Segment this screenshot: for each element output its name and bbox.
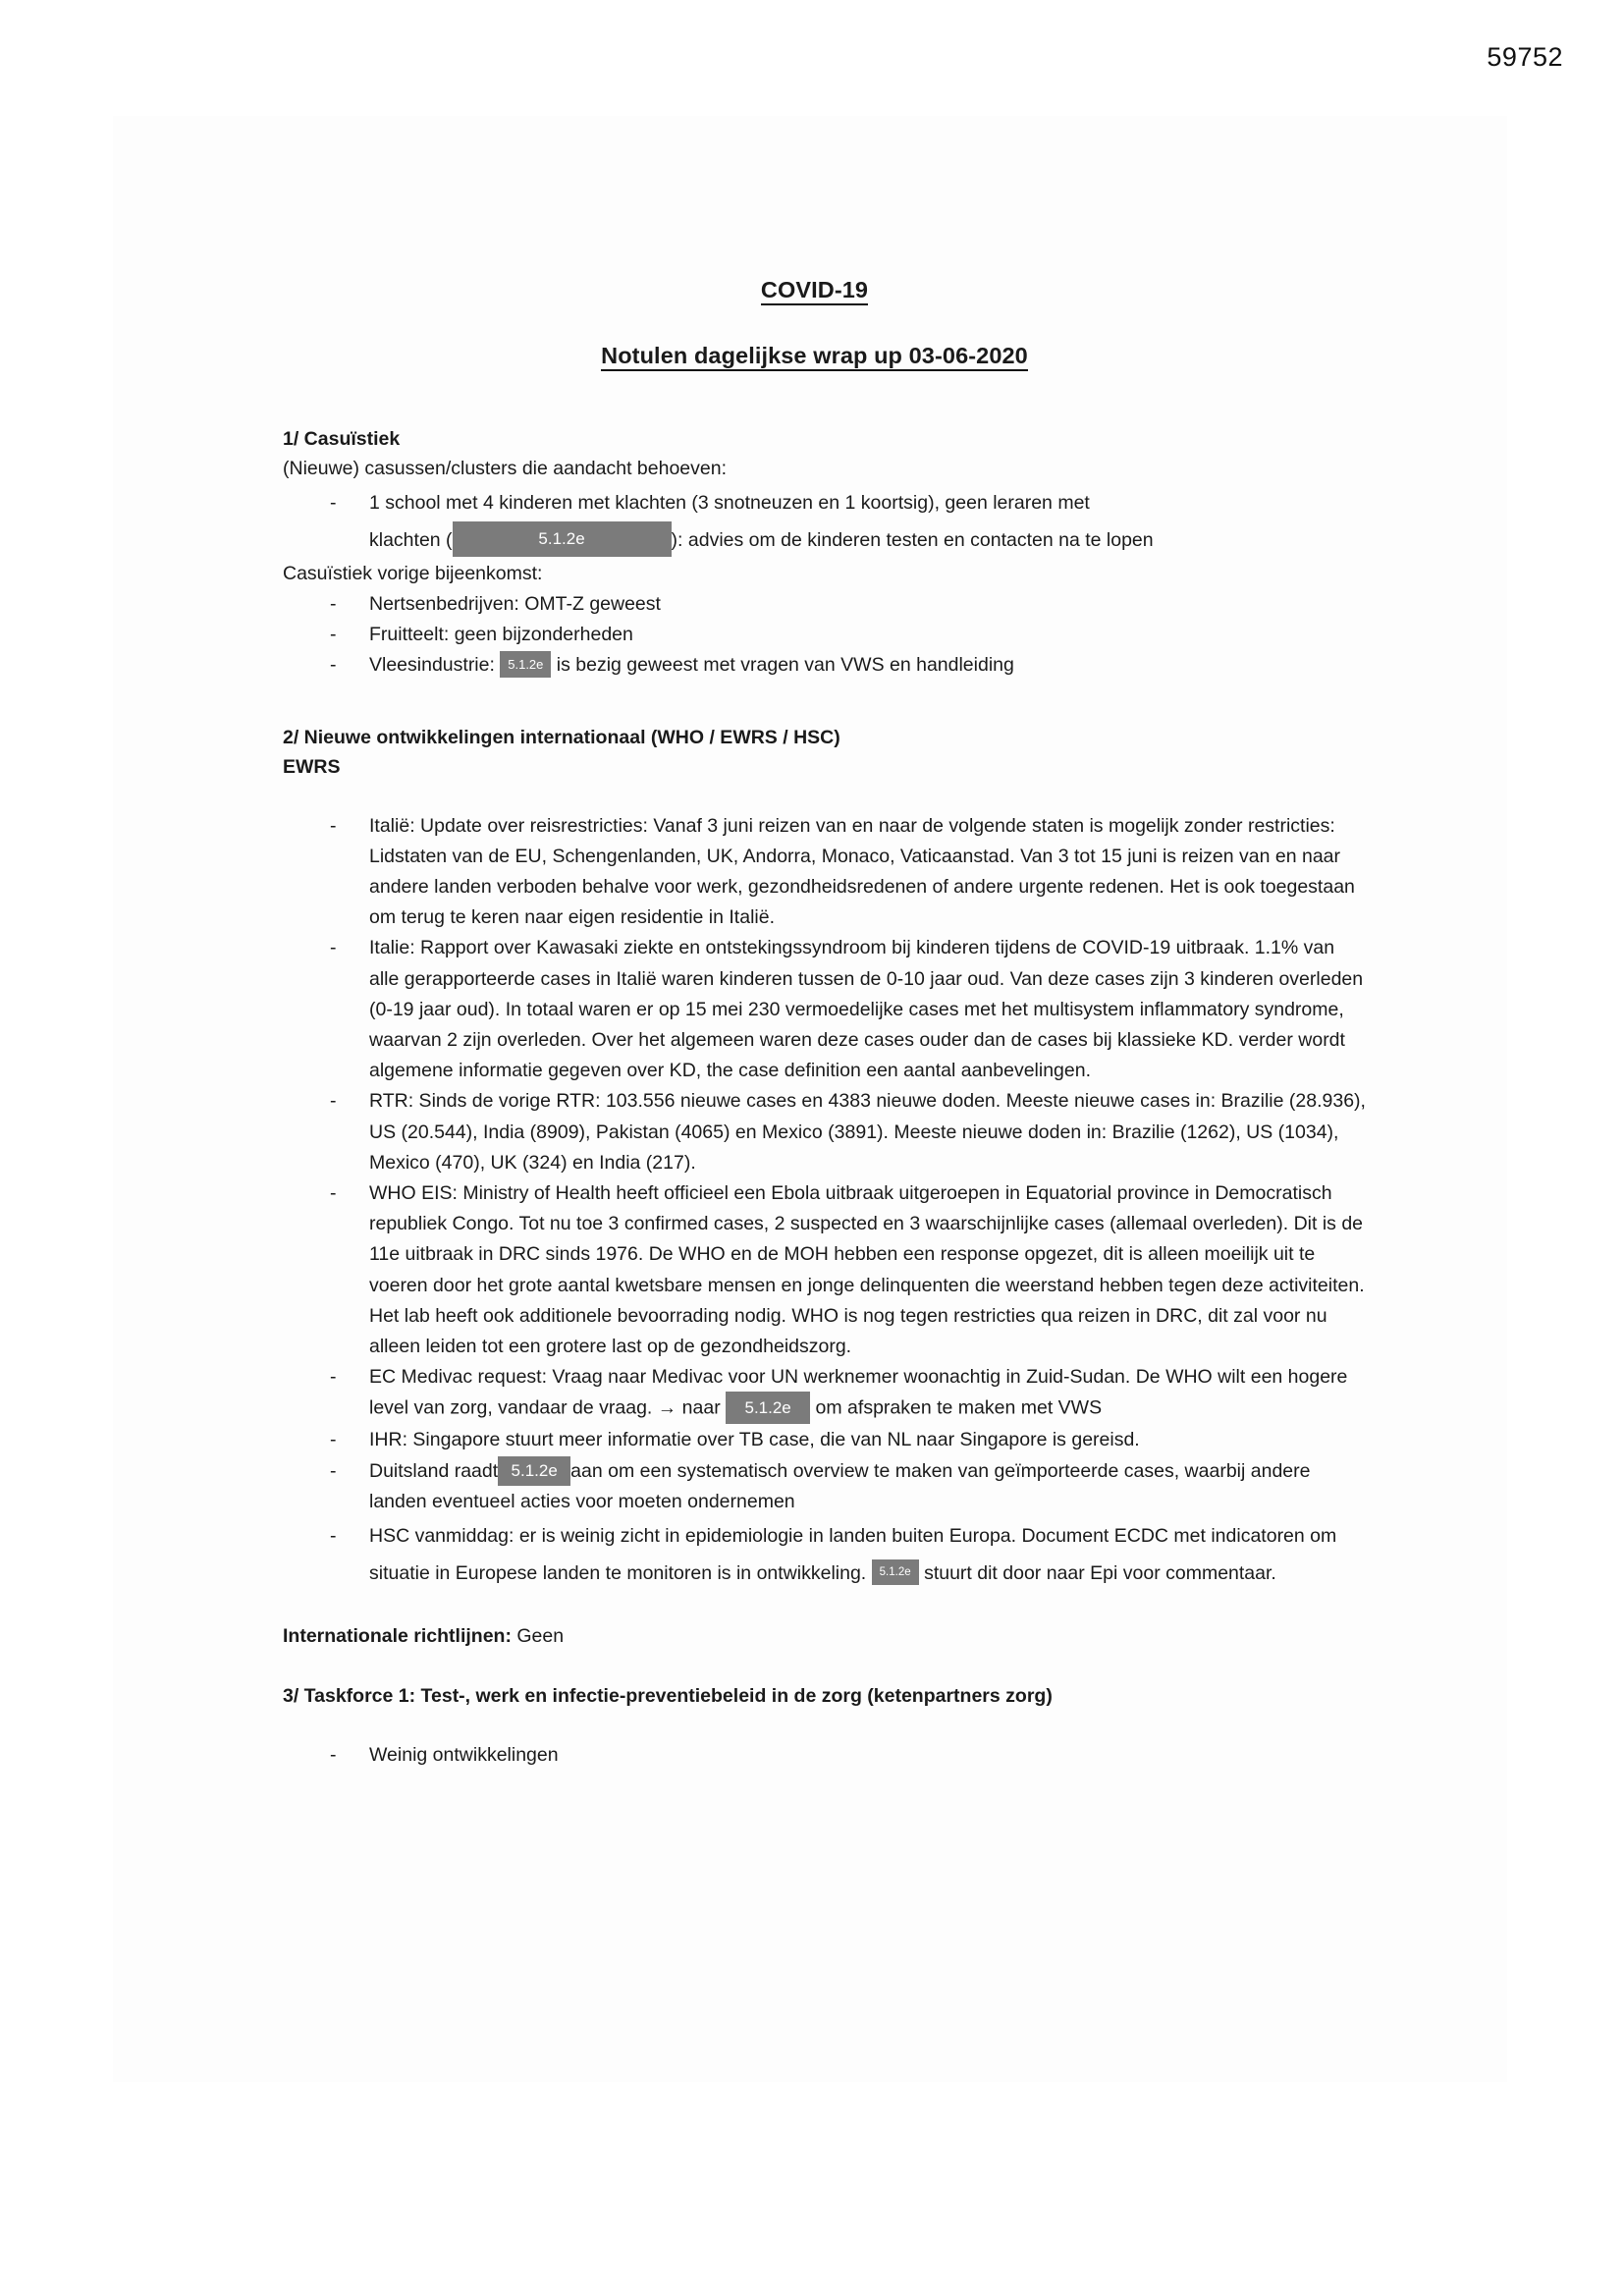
- ewrs-bullet-italy-kawasaki: Italie: Rapport over Kawasaki ziekte en ontstekingssyndroom bij kinderen tijdens de COVID-19 uitbraak. 1.1% van alle gerapporteerde cases in Italië waren kinderen tussen de 0-10 jaar oud. Van deze cases zijn 3 kinderen overleden (0-19 jaar oud). In totaal waren er op 15 mei 230 vermoedelijke cases met het multisystem inflammatory syndrome, waarvan 2 zijn overleden. Over het algemeen waren deze cases ouder dan de cases bij klassieke KD. verder wordt algemene informatie gegeven over KD, the case definition een aantal aanbevelingen.: [369, 937, 1364, 1082]
- previous-case-meat-post: is bezig geweest met vragen van VWS en handleiding: [556, 654, 1014, 677]
- document-title-covid: [283, 277, 1346, 303]
- previous-case-fruit: Fruitteelt: geen bijzonderheden: [369, 624, 633, 646]
- previous-case-meat-pre: Vleesindustrie:: [369, 654, 495, 677]
- section-2-subheading-ewrs: EWRS: [283, 755, 341, 778]
- school-case-line2-post: ): advies om de kinderen testen en contacten na te lopen: [671, 529, 1154, 551]
- ewrs-bullet-italy-travel: Italië: Update over reisrestricties: Vanaf 3 juni reizen van en naar de volgende staten is mogelijk zonder restricties: Lidstaten van de EU, Schengenlanden, UK, Andorra, Monaco, Vaticaanstad. Van 3 tot 15 juni is reizen van en naar andere landen verboden behalve voor werk, gezondheidsredenen of andere urgente redenen. Het is ook toegestaan om terug te keren naar eigen residentie in Italië.: [369, 814, 1355, 929]
- document-title-subtitle: [283, 343, 1346, 369]
- redaction-box: 5.1.2e: [498, 1456, 570, 1486]
- document-title-covid-text: COVID-19: [761, 277, 868, 305]
- redaction-box: 5.1.2e: [726, 1392, 810, 1424]
- ewrs-bullet-hsc-post: stuurt dit door naar Epi voor commentaar.: [924, 1562, 1276, 1585]
- ewrs-bullet-ihr: IHR: Singapore stuurt meer informatie over TB case, die van NL naar Singapore is gereisd.: [369, 1429, 1140, 1451]
- international-guidelines-value: Geen: [516, 1625, 565, 1648]
- ewrs-bullet-hsc-pre: HSC vanmiddag: er is weinig zicht in epidemiologie in landen buiten Europa. Document ECDC met indicatoren om situatie in Europese landen te monitoren is in ontwikkeling.: [369, 1525, 1337, 1585]
- section-1-previous-list: [283, 589, 1368, 682]
- spacer: [283, 782, 1368, 811]
- ewrs-bullet-medivac-pre: EC Medivac request: Vraag naar Medivac voor UN werknemer woonachtig in Zuid-Sudan. De WHO wilt een hogere level van zorg, vandaar de vraag. → naar: [369, 1366, 1348, 1420]
- list-item: [283, 1362, 1368, 1425]
- section-3-heading: 3/ Taskforce 1: Test-, werk en infectie-preventiebeleid in de zorg (ketenpartners zorg): [283, 1685, 1053, 1708]
- spacer: [283, 682, 1368, 723]
- spacer: [283, 1711, 1368, 1740]
- section-1-heading: 1/ Casuïstiek: [283, 428, 401, 450]
- section-2-hsc-list: [283, 1517, 1368, 1592]
- school-case-line1: 1 school met 4 kinderen met klachten (3 snotneuzen en 1 koortsig), geen leraren met: [369, 492, 1090, 514]
- list-item: [283, 1517, 1368, 1592]
- list-item: [283, 1425, 1368, 1455]
- taskforce-bullet-weinig: Weinig ontwikkelingen: [369, 1744, 559, 1767]
- list-item: [283, 589, 1368, 620]
- list-item: [283, 484, 1368, 559]
- section-1-previous-meeting-subheading: Casuïstiek vorige bijeenkomst:: [283, 563, 543, 584]
- spacer: [283, 1652, 1368, 1681]
- ewrs-bullet-who-eis: WHO EIS: Ministry of Health heeft officieel een Ebola uitbraak uitgeroepen in Equatorial province in Democratisch republiek Congo. Tot nu toe 3 confirmed cases, 2 suspected en 3 waarschijnlijke cases (allemaal overleden). Dit is de 11e uitbraak in DRC sinds 1976. De WHO en de MOH hebben een response opgezet, dit is alleen moeilijk uit te voeren door het grote aantal kwetsbare mensen en jonge delinquenten die weerstand hebben tegen deze activiteiten. Het lab heeft ook additionele bevoorrading nodig. WHO is nog tegen restricties qua reizen in DRC, dit zal voor nu alleen leiden tot een grotere last op de gezondheidszorg.: [369, 1182, 1365, 1358]
- list-item: [283, 1086, 1368, 1178]
- document-title-subtitle-text: Notulen dagelijkse wrap up 03-06-2020: [601, 343, 1028, 371]
- list-item: [283, 1456, 1368, 1517]
- redaction-box: 5.1.2e: [500, 651, 551, 678]
- section-1-intro: (Nieuwe) casussen/clusters die aandacht behoeven:: [283, 458, 728, 479]
- redaction-box: 5.1.2e: [453, 521, 672, 557]
- list-item: [283, 933, 1368, 1086]
- redaction-box: 5.1.2e: [872, 1559, 919, 1585]
- spacer: [283, 1592, 1368, 1621]
- list-item: [283, 1178, 1368, 1362]
- list-item: [283, 620, 1368, 650]
- international-guidelines-label: Internationale richtlijnen:: [283, 1625, 512, 1648]
- section-2-ewrs-list: [283, 811, 1368, 1517]
- page-number: 59752: [1487, 42, 1563, 72]
- international-guidelines-row: [283, 1621, 1368, 1652]
- list-item: [283, 811, 1368, 934]
- list-item: [283, 1740, 1368, 1771]
- school-case-line2-pre: klachten (: [369, 529, 453, 551]
- section-1-new-cases-list: [283, 484, 1368, 559]
- section-2-heading: 2/ Nieuwe ontwikkelingen internationaal (WHO / EWRS / HSC): [283, 726, 840, 748]
- previous-case-mink: Nertsenbedrijven: OMT-Z geweest: [369, 593, 661, 615]
- ewrs-bullet-duitsland-post: aan om een systematisch overview te maken van geïmporteerde cases, waarbij andere landen eventueel acties voor moeten ondernemen: [369, 1459, 1311, 1512]
- list-item: [283, 650, 1368, 681]
- ewrs-bullet-rtr: RTR: Sinds de vorige RTR: 103.556 nieuwe cases en 4383 nieuwe doden. Meeste nieuwe cases in: Brazilie (28.936), US (20.544), India (8909), Pakistan (4065) en Mexico (3891). Meeste nieuwe doden in: Brazilie (1262), US (1034), Mexico (470), UK (324) en India (217).: [369, 1090, 1366, 1174]
- ewrs-bullet-duitsland-pre: Duitsland raadt: [369, 1459, 499, 1482]
- section-3-list: [283, 1740, 1368, 1771]
- ewrs-bullet-medivac-post: om afspraken te maken met VWS: [815, 1397, 1103, 1420]
- document-content: [283, 277, 1368, 1771]
